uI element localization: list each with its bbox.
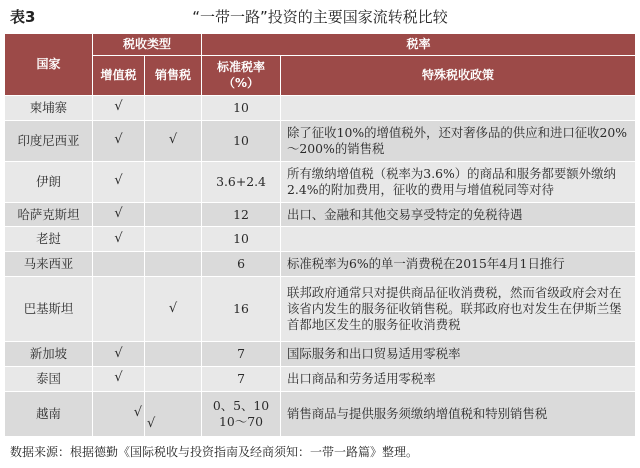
- header-country: 国家: [5, 34, 93, 96]
- special-policy-cell: [281, 96, 636, 121]
- special-policy-cell: 出口商品和劳务适用零税率: [281, 367, 636, 392]
- table-row: [5, 367, 636, 392]
- sales-tax-check-stack: [145, 392, 201, 436]
- header-standard-rate-line2: （%）: [223, 75, 260, 90]
- table-row: [5, 252, 636, 277]
- country-cell: 马来西亚: [5, 252, 93, 277]
- table-row: [5, 391, 636, 436]
- standard-rate-cell: 16: [202, 276, 281, 342]
- standard-rate-cell: [202, 391, 281, 436]
- sales-tax-check: [145, 252, 202, 277]
- sales-tax-check: [145, 161, 202, 202]
- header-special-policy: 特殊税收政策: [281, 56, 636, 96]
- special-policy-cell: 所有缴纳增值税（税率为3.6%）的商品和服务都要额外缴纳2.4%的附加费用，征收的费用与增值税同等对待: [281, 161, 636, 202]
- table-row: [5, 202, 636, 227]
- tax-comparison-table: [4, 33, 636, 437]
- header-sales-tax: 销售税: [145, 56, 202, 96]
- vat-check: √: [93, 202, 145, 227]
- vat-check: √: [93, 367, 145, 392]
- header-tax-type: 税收类型: [93, 34, 202, 56]
- special-policy-cell: 联邦政府通常只对提供商品征收消费税，然而省级政府会对在该省内发生的服务征收销售税。联邦政府也对发生在伊斯兰堡首都地区发生的服务征收消费税: [281, 276, 636, 342]
- special-policy-cell: 销售商品与提供服务须缴纳增值税和特别销售税: [281, 391, 636, 436]
- table-title: “一带一路”投资的主要国家流转税比较: [192, 8, 448, 26]
- sales-tax-check: √: [147, 416, 156, 432]
- data-source-note: 数据来源：根据德勤《国际税收与投资指南及经商须知：一带一路篇》整理。: [10, 445, 419, 459]
- country-cell: 新加坡: [5, 342, 93, 367]
- vat-check-cell: [93, 391, 145, 436]
- country-cell: 伊朗: [5, 161, 93, 202]
- sales-tax-check: [145, 342, 202, 367]
- country-cell: 泰国: [5, 367, 93, 392]
- sales-tax-check: [145, 96, 202, 121]
- country-cell: 巴基斯坦: [5, 276, 93, 342]
- vat-check: √: [133, 405, 142, 421]
- header-rate: 税率: [202, 34, 636, 56]
- vat-check: [93, 276, 145, 342]
- sales-tax-check: [145, 202, 202, 227]
- standard-rate-line1: 0、5、10: [212, 397, 270, 413]
- special-policy-cell: 国际服务和出口贸易适用零税率: [281, 342, 636, 367]
- vat-check: √: [93, 161, 145, 202]
- table-row: [5, 342, 636, 367]
- sales-tax-check: √: [145, 120, 202, 161]
- table-row: [5, 276, 636, 342]
- table-row: [5, 161, 636, 202]
- country-cell: 越南: [5, 391, 93, 436]
- vat-check: √: [93, 120, 145, 161]
- standard-rate-cell: 10: [202, 227, 281, 252]
- sales-tax-check: [145, 227, 202, 252]
- sales-tax-check: √: [145, 276, 202, 342]
- standard-rate-cell: 10: [202, 96, 281, 121]
- sales-tax-check-cell: [145, 391, 202, 436]
- vat-check: √: [93, 96, 145, 121]
- standard-rate-line2: 10～70: [219, 413, 263, 429]
- special-policy-cell: 除了征收10%的增值税外，还对奢侈品的供应和进口征收20%～200%的销售税: [281, 120, 636, 161]
- standard-rate-cell: 3.6+2.4: [202, 161, 281, 202]
- header-standard-rate: [202, 56, 281, 96]
- special-policy-cell: 标准税率为6%的单一消费税在2015年4月1日推行: [281, 252, 636, 277]
- sales-tax-check: [145, 367, 202, 392]
- table-row: [5, 227, 636, 252]
- country-cell: 印度尼西亚: [5, 120, 93, 161]
- special-policy-cell: 出口、金融和其他交易享受特定的免税待遇: [281, 202, 636, 227]
- table-row: [5, 96, 636, 121]
- standard-rate-cell: 12: [202, 202, 281, 227]
- table-row: [5, 120, 636, 161]
- standard-rate-cell: 7: [202, 342, 281, 367]
- vat-check-stack: [93, 392, 144, 436]
- country-cell: 老挝: [5, 227, 93, 252]
- country-cell: 哈萨克斯坦: [5, 202, 93, 227]
- standard-rate-cell: 6: [202, 252, 281, 277]
- header-vat: 增值税: [93, 56, 145, 96]
- header-standard-rate-line1: 标准税率: [217, 59, 266, 74]
- standard-rate-cell: 7: [202, 367, 281, 392]
- vat-check: √: [93, 342, 145, 367]
- vat-check: √: [93, 227, 145, 252]
- vat-check: [93, 252, 145, 277]
- table-number: 表3: [10, 8, 36, 26]
- standard-rate-cell: 10: [202, 120, 281, 161]
- country-cell: 柬埔寨: [5, 96, 93, 121]
- special-policy-cell: [281, 227, 636, 252]
